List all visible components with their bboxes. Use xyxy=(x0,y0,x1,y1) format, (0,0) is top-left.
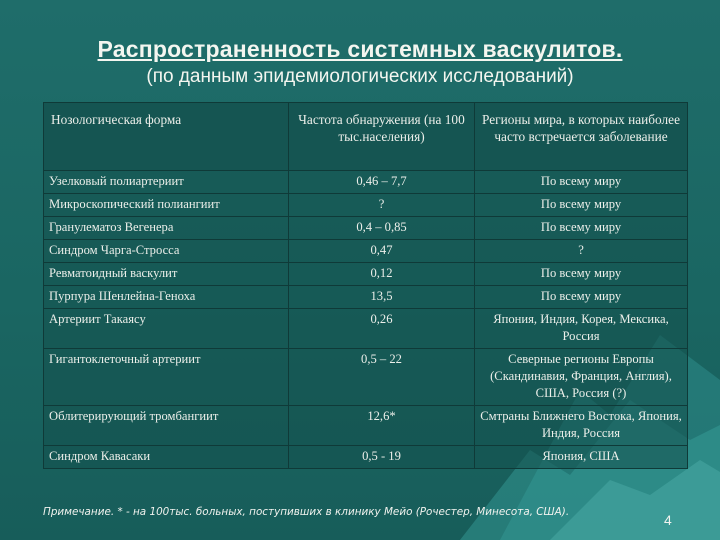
cell-form: Облитерирующий тромбангиит xyxy=(44,406,289,446)
cell-frequency: 12,6* xyxy=(289,406,475,446)
table-row xyxy=(44,263,688,286)
cell-form: Гигантоклеточный артериит xyxy=(44,349,289,406)
cell-regions: По всему миру xyxy=(475,263,688,286)
cell-frequency: 0,26 xyxy=(289,309,475,349)
vasculitis-table xyxy=(43,102,688,469)
cell-regions: Смтраны Ближнего Востока, Япония, Индия, Россия xyxy=(475,406,688,446)
cell-frequency: ? xyxy=(289,194,475,217)
table-row xyxy=(44,286,688,309)
cell-regions: ? xyxy=(475,240,688,263)
header-nosological-form: Нозологическая форма xyxy=(44,103,289,171)
cell-regions: Япония, Индия, Корея, Мексика, Россия xyxy=(475,309,688,349)
cell-frequency: 0,5 – 22 xyxy=(289,349,475,406)
cell-frequency: 0,5 - 19 xyxy=(289,446,475,469)
header-regions: Регионы мира, в которых наиболее часто встречается заболевание xyxy=(475,103,688,171)
table-row xyxy=(44,446,688,469)
cell-form: Узелковый полиартериит xyxy=(44,171,289,194)
cell-regions: Япония, США xyxy=(475,446,688,469)
table-row xyxy=(44,171,688,194)
cell-regions: Северные регионы Европы (Скандинавия, Франция, Англия), США, Россия (?) xyxy=(475,349,688,406)
table-row xyxy=(44,194,688,217)
cell-frequency: 13,5 xyxy=(289,286,475,309)
cell-form: Пурпура Шенлейна-Геноха xyxy=(44,286,289,309)
page-subtitle: (по данным эпидемиологических исследований) xyxy=(146,66,574,87)
table-row xyxy=(44,217,688,240)
cell-form: Синдром Кавасаки xyxy=(44,446,289,469)
footnote: Примечание. * - на 100тыс. больных, поступивших в клинику Мейо (Рочестер, Минесота, США). xyxy=(43,506,570,518)
table-header-row xyxy=(44,103,688,171)
page-title: Распространенность системных васкулитов. xyxy=(97,36,623,62)
cell-form: Гранулематоз Вегенера xyxy=(44,217,289,240)
table-row xyxy=(44,309,688,349)
cell-form: Ревматоидный васкулит xyxy=(44,263,289,286)
cell-frequency: 0,4 – 0,85 xyxy=(289,217,475,240)
cell-form: Микроскопический полиангиит xyxy=(44,194,289,217)
cell-frequency: 0,12 xyxy=(289,263,475,286)
cell-frequency: 0,47 xyxy=(289,240,475,263)
cell-regions: По всему миру xyxy=(475,194,688,217)
cell-frequency: 0,46 – 7,7 xyxy=(289,171,475,194)
cell-regions: По всему миру xyxy=(475,286,688,309)
cell-regions: По всему миру xyxy=(475,171,688,194)
cell-regions: По всему миру xyxy=(475,217,688,240)
table-row xyxy=(44,240,688,263)
cell-form: Артериит Такаясу xyxy=(44,309,289,349)
cell-form: Синдром Чарга-Стросса xyxy=(44,240,289,263)
table-row xyxy=(44,349,688,406)
header-frequency: Частота обнаружения (на 100 тыс.населения) xyxy=(289,103,475,171)
table-row xyxy=(44,406,688,446)
page-number: 4 xyxy=(664,512,672,528)
